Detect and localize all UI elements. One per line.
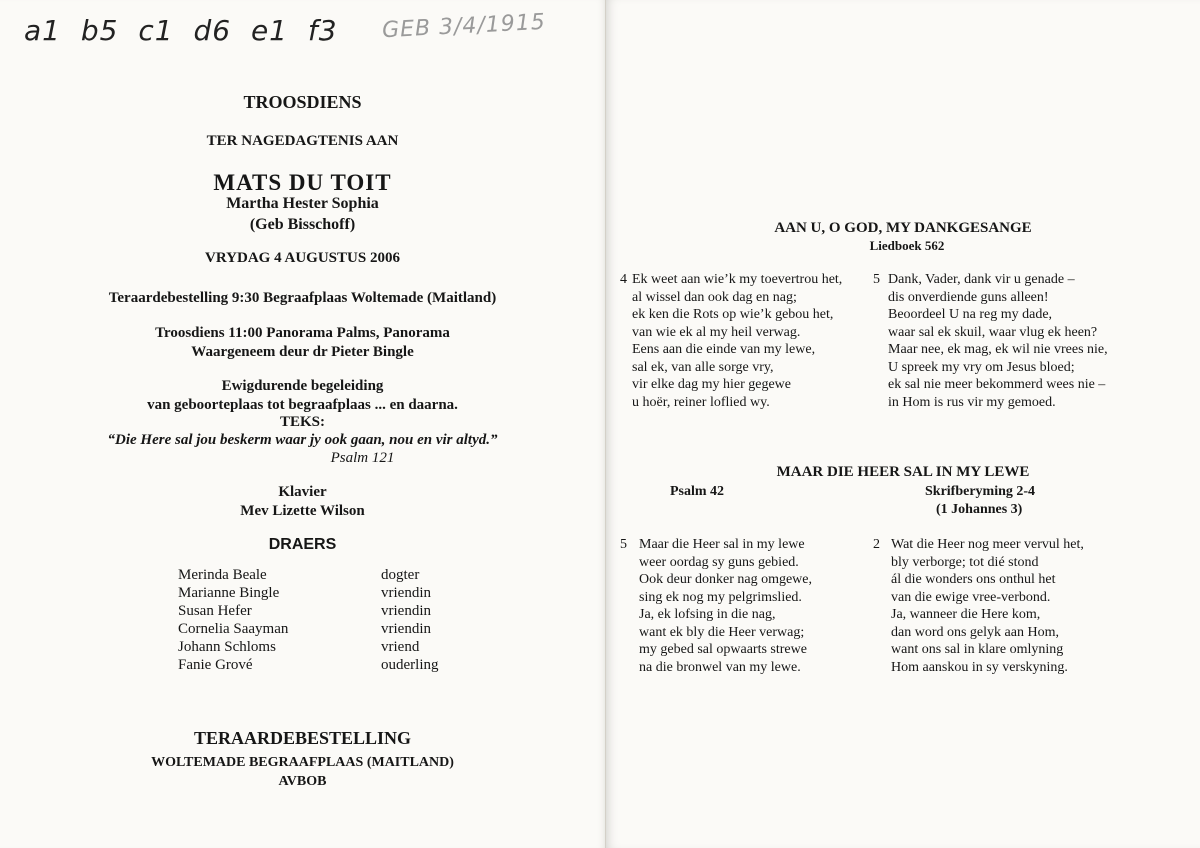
hymn2-psalm-label: Psalm 42 [670,484,725,499]
verse-line: my gebed sal opwaarts strewe [639,642,807,657]
verse-line: dan word ons gelyk aan Hom, [891,624,1059,640]
bearer-row [178,638,478,656]
verse-line: vir elke dag my hier gegewe [632,377,791,392]
bearers-list [178,566,478,674]
verse-line: Hom aanskou in sy verskyning. [891,659,1068,675]
bearer-row [178,566,478,584]
verse-line: ek ken die Rots op wie’k gebou het, [632,307,834,322]
verse-text [891,536,1084,676]
verse-line: Maar die Heer sal in my lewe [639,537,805,552]
hymn2-title: MAAR DIE HEER SAL IN MY LEWE [776,464,1030,480]
bearer-role: vriend [381,639,420,655]
service-heading: TROOSDIENS [243,92,362,112]
verse-line: u hoër, reiner loflied wy. [632,394,770,410]
hymn1-title: AAN U, O GOD, MY DANKGESANGE [774,220,1032,236]
verse-number: 5 [620,537,627,552]
burial-time-line: Teraardebestelling 9:30 Begraafplaas Woltemade (Maitland) [108,290,497,306]
verse-line: al wissel dan ook dag en nag; [632,289,797,305]
verse-text [888,271,1108,411]
right-leaf [606,0,1200,848]
service-time-line: Troosdiens 11:00 Panorama Palms, Panorama [155,325,450,341]
verse-line: Ja, wanneer die Here kom, [891,607,1041,622]
bearer-name: Johann Schloms [178,639,276,655]
handwritten-codes: a1 b5 c1 d6 e1 f3 [24,14,338,47]
verse-text [632,271,842,411]
undertaker-name: AVBOB [278,774,327,789]
bearers-heading: DRAERS [268,536,337,553]
undertaker-motto-line1: Ewigdurende begeleiding [221,378,384,394]
verse-line: sing ek nog my pelgrimslied. [639,589,802,605]
verse-text [639,536,812,676]
bearer-role: vriendin [381,603,431,619]
verse-line: van die ewige vree-verbond. [891,589,1051,605]
verse-line: bly verborge; tot dié stond [891,554,1039,570]
verse-line: want ons sal in klare omlyning [891,642,1064,657]
bearer-role: ouderling [381,657,439,673]
verse-line: want ek bly die Heer verwag; [639,624,805,640]
verse-line: Ek weet aan wie’k my toevertrou het, [632,272,843,287]
verse-line: weer oordag sy guns gebied. [639,554,799,570]
handwritten-birth-date: GEB 3/4/1915 [381,9,547,44]
verse-number: 5 [873,272,880,287]
hymn2-skrif-reference: (1 Johannes 3) [936,502,1023,517]
bearer-name: Susan Hefer [178,603,252,619]
service-date: VRYDAG 4 AUGUSTUS 2006 [205,250,400,266]
verse-line: ek sal nie meer bekommerd wees nie – [888,377,1106,392]
verse-line: ál die wonders ons onthul het [891,572,1056,587]
bearer-row [178,656,478,674]
hymn2-skrif-label: Skrifberyming 2-4 [925,484,1036,499]
verse-line: na die bronwel van my lewe. [639,659,801,675]
bearer-role: vriendin [381,585,431,601]
officiant-line: Waargeneem deur dr Pieter Bingle [191,344,414,360]
deceased-full-name: Martha Hester Sophia [226,195,379,212]
undertaker-motto-line2: van geboorteplaas tot begraafplaas ... en daarna. [147,397,458,413]
scripture-reference: Psalm 121 [330,450,395,466]
verse-line: Beoordeel U na reg my dade, [888,307,1053,322]
bearer-name: Fanie Grové [178,657,253,673]
verse-line: Dank, Vader, dank vir u genade – [888,272,1075,287]
verse-line: Eens aan die einde van my lewe, [632,342,816,357]
verse-line: Maar nee, ek mag, ek wil nie vrees nie, [888,342,1108,357]
bearer-row [178,620,478,638]
verse-line: Ook deur donker nag omgewe, [639,572,813,587]
bearer-role: dogter [381,567,420,583]
bearer-name: Marianne Bingle [178,585,280,601]
verse-line: U spreek my vry om Jesus bloed; [888,359,1075,375]
text-label: TEKS: [279,414,325,430]
verse-number: 2 [873,537,880,552]
verse-line: Wat die Heer nog meer vervul het, [891,537,1084,552]
burial-place: WOLTEMADE BEGRAAFPLAAS (MAITLAND) [151,755,454,770]
scripture-quote: “Die Here sal jou beskerm waar jy ook gaan, nou en vir altyd.” [107,432,498,448]
deceased-name: MATS DU TOIT [213,170,392,195]
verse-line: sal ek, van alle sorge vry, [632,359,774,375]
memorial-subheading: TER NAGEDAGTENIS AAN [206,133,399,149]
burial-heading: TERAARDEBESTELLING [193,728,412,748]
verse-line: Ja, ek lofsing in die nag, [639,607,776,622]
verse-number: 4 [620,272,627,287]
verse-line: dis onverdiende guns alleen! [888,289,1049,305]
bearer-name: Cornelia Saayman [178,621,289,637]
verse-line: in Hom is rus vir my gemoed. [888,394,1056,410]
bearer-role: vriendin [381,621,431,637]
bearer-row [178,584,478,602]
bearer-name: Merinda Beale [178,567,267,583]
hymn1-source: Liedboek 562 [869,238,945,253]
deceased-maiden-name: (Geb Bisschoff) [249,216,356,233]
piano-label: Klavier [278,484,327,500]
verse-line: van wie ek al my heil verwag. [632,324,801,340]
verse-line: waar sal ek skuil, waar vlug ek heen? [888,324,1098,340]
pianist-name: Mev Lizette Wilson [240,503,365,519]
bearer-row [178,602,478,620]
